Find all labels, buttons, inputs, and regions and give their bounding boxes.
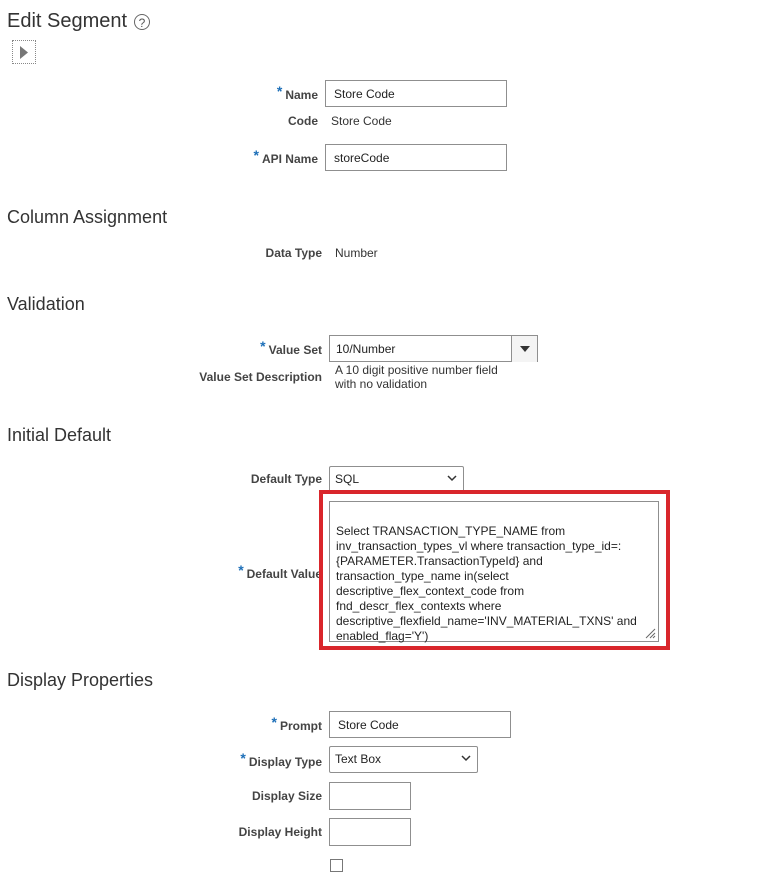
display-type-value: Text Box (335, 752, 382, 766)
display-size-label: Display Size (251, 789, 322, 803)
display-height-input[interactable] (329, 818, 411, 846)
value-set-description-value: A 10 digit positive number field with no validation (335, 363, 498, 391)
help-icon[interactable]: ? (134, 14, 150, 30)
required-marker: * (276, 83, 283, 99)
code-value: Store Code (331, 114, 392, 128)
initial-default-heading: Initial Default (7, 425, 112, 445)
default-type-value: SQL (335, 472, 360, 486)
display-type-label: * Display Type (240, 750, 322, 769)
expand-toggle[interactable] (12, 40, 36, 64)
value-set-value: 10/Number (336, 342, 396, 356)
value-set-dropdown-button[interactable] (511, 336, 537, 362)
value-set-combobox[interactable] (329, 335, 538, 362)
value-set-label: * Value Set (260, 338, 322, 357)
default-type-select[interactable] (329, 466, 464, 492)
checkbox[interactable] (330, 859, 343, 872)
expand-triangle-icon (20, 46, 28, 59)
default-value-textarea[interactable] (329, 501, 659, 642)
validation-heading: Validation (7, 294, 85, 314)
name-input[interactable]: Store Code (325, 80, 507, 107)
api-name-label: * API Name (253, 147, 318, 166)
api-name-input[interactable]: storeCode (325, 144, 507, 171)
default-value-label: * Default Value (238, 562, 322, 581)
required-marker: * (260, 338, 266, 354)
display-type-select[interactable] (329, 746, 478, 773)
prompt-input[interactable]: Store Code (329, 711, 511, 738)
prompt-label: * Prompt (271, 714, 322, 733)
data-type-label: Data Type (265, 246, 322, 260)
resize-grip-icon[interactable] (644, 627, 656, 639)
required-marker: * (240, 750, 246, 766)
dropdown-arrow-icon (520, 346, 530, 352)
code-label: Code (288, 114, 318, 128)
default-type-label: Default Type (250, 472, 322, 486)
page-title: Edit Segment (7, 10, 128, 32)
name-label: * Name (276, 83, 318, 102)
display-size-input[interactable] (329, 782, 411, 810)
required-marker: * (271, 714, 277, 730)
column-assignment-heading: Column Assignment (7, 207, 168, 227)
required-marker: * (253, 147, 259, 163)
display-properties-heading: Display Properties (7, 670, 154, 690)
required-marker: * (238, 562, 244, 578)
display-height-label: Display Height (238, 825, 322, 839)
chevron-down-icon (461, 755, 471, 762)
chevron-down-icon (447, 475, 457, 482)
default-value-text: Select TRANSACTION_TYPE_NAME from inv_transaction_types_vl where transaction_type_id=: {PARAMETER.TransactionTypeId} and transaction_type_name in(select descriptive_flex_context_code from fnd_descr_flex_contexts where descriptive_flexfield_name='INV_MATERIAL_TXNS' and enabled_flag='Y') (336, 524, 637, 643)
data-type-value: Number (335, 246, 378, 260)
value-set-description-label: Value Set Description (199, 370, 322, 384)
